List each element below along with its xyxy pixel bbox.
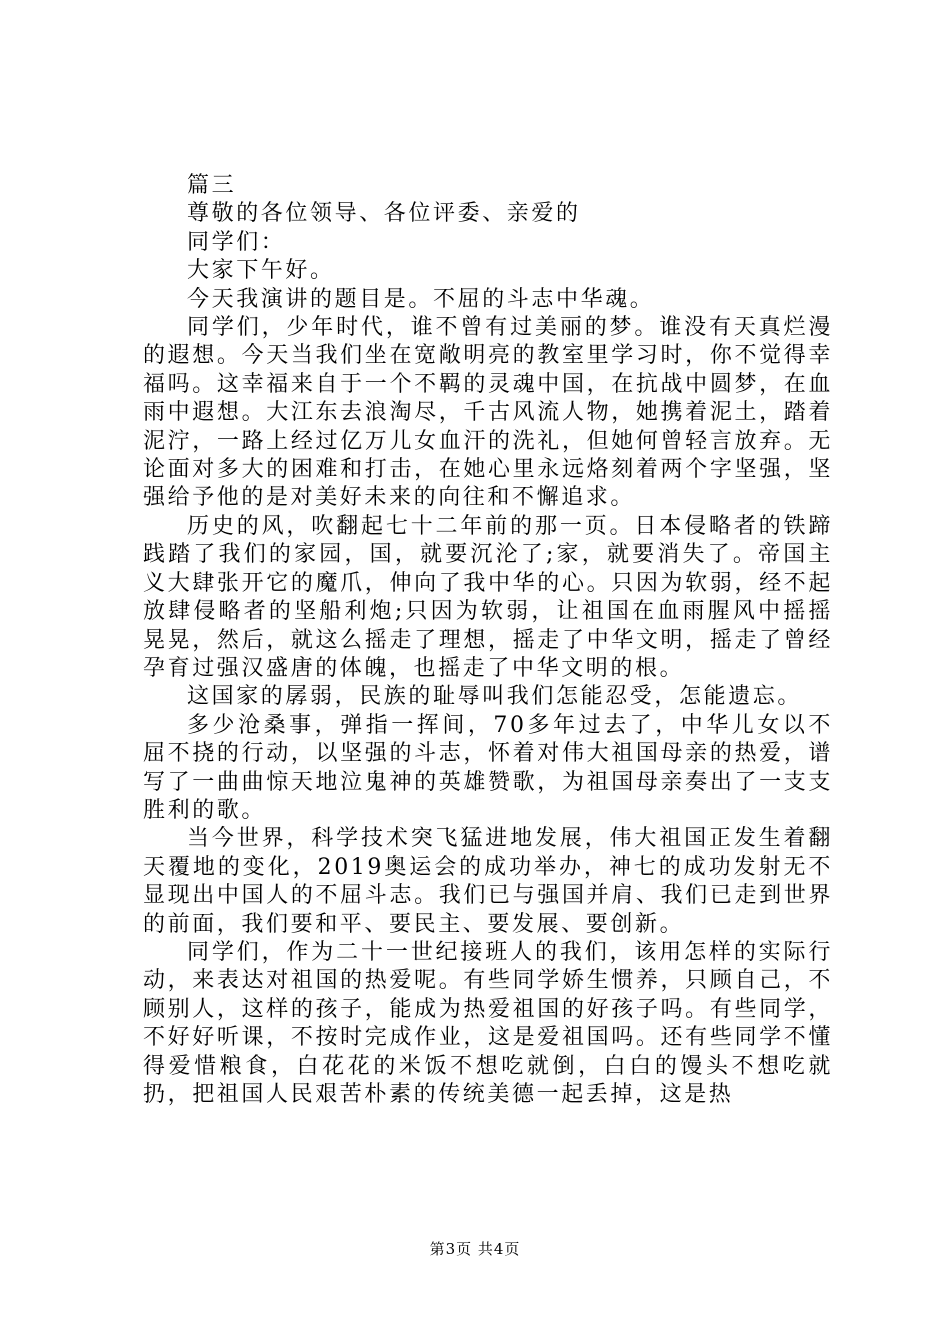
body-paragraph: 多少沧桑事，弹指一挥间，70多年过去了，中华儿女以不屈不挠的行动，以坚强的斗志，怀着对伟大祖国母亲的热爱，谱写了一曲曲惊天地泣鬼神的英雄赞歌，为祖国母亲奏出了一支支胜利的歌。 (143, 712, 833, 823)
body-paragraph: 同学们，作为二十一世纪接班人的我们，该用怎样的实际行动，来表达对祖国的热爱呢。有些同学娇生惯养，只顾自己，不顾别人，这样的孩子，能成为热爱祖国的好孩子吗。有些同学，不好好听课，不按时完成作业，这是爱祖国吗。还有些同学不懂得爱惜粮食，白花花的米饭不想吃就倒，白白的馒头不想吃就扔，把祖国人民艰苦朴素的传统美德一起丢掉，这是热 (143, 939, 833, 1107)
salutation-continuation: 同学们： (187, 229, 286, 255)
page-number-footer: 第3页 共4页 (429, 1240, 521, 1258)
body-paragraph: 历史的风，吹翻起七十二年前的那一页。日本侵略者的铁蹄践踏了我们的家园，国，就要沉沦了;家，就要消失了。帝国主义大肆张开它的魔爪，伸向了我中华的心。只因为软弱，经不起放肆侵略者的坚船利炮;只因为软弱，让祖国在血雨腥风中摇摇晃晃，然后，就这么摇走了理想，摇走了中华文明，摇走了曾经孕育过强汉盛唐的体魄，也摇走了中华文明的根。 (143, 513, 833, 681)
body-paragraph: 同学们，少年时代，谁不曾有过美丽的梦。谁没有天真烂漫的遐想。今天当我们坐在宽敞明亮的教室里学习时，你不觉得幸福吗。这幸福来自于一个不羁的灵魂中国，在抗战中圆梦，在血雨中遐想。大江东去浪淘尽，千古风流人物，她携着泥土，踏着泥泞，一路上经过亿万儿女血汗的洗礼，但她何曾轻言放弃。无论面对多大的困难和打击，在她心里永远烙刻着两个字坚强，坚强给予他的是对美好未来的向往和不懈追求。 (143, 315, 833, 511)
speech-title-line: 今天我演讲的题目是。不屈的斗志中华魂。 (187, 286, 655, 312)
greeting: 大家下午好。 (187, 258, 335, 284)
body-paragraph: 当今世界，科学技术突飞猛进地发展，伟大祖国正发生着翻天覆地的变化，2019奥运会的成功举办，神七的成功发射无不显现出中国人的不屈斗志。我们已与强国并肩、我们已走到世界的前面，我们要和平、要民主、要发展、要创新。 (143, 826, 833, 937)
salutation-line: 尊敬的各位领导、各位评委、亲爱的 (187, 201, 581, 227)
speech-body (143, 172, 833, 1109)
section-heading: 篇三 (187, 173, 237, 198)
body-paragraph: 这国家的孱弱，民族的耻辱叫我们怎能忍受，怎能遗忘。 (187, 684, 803, 710)
